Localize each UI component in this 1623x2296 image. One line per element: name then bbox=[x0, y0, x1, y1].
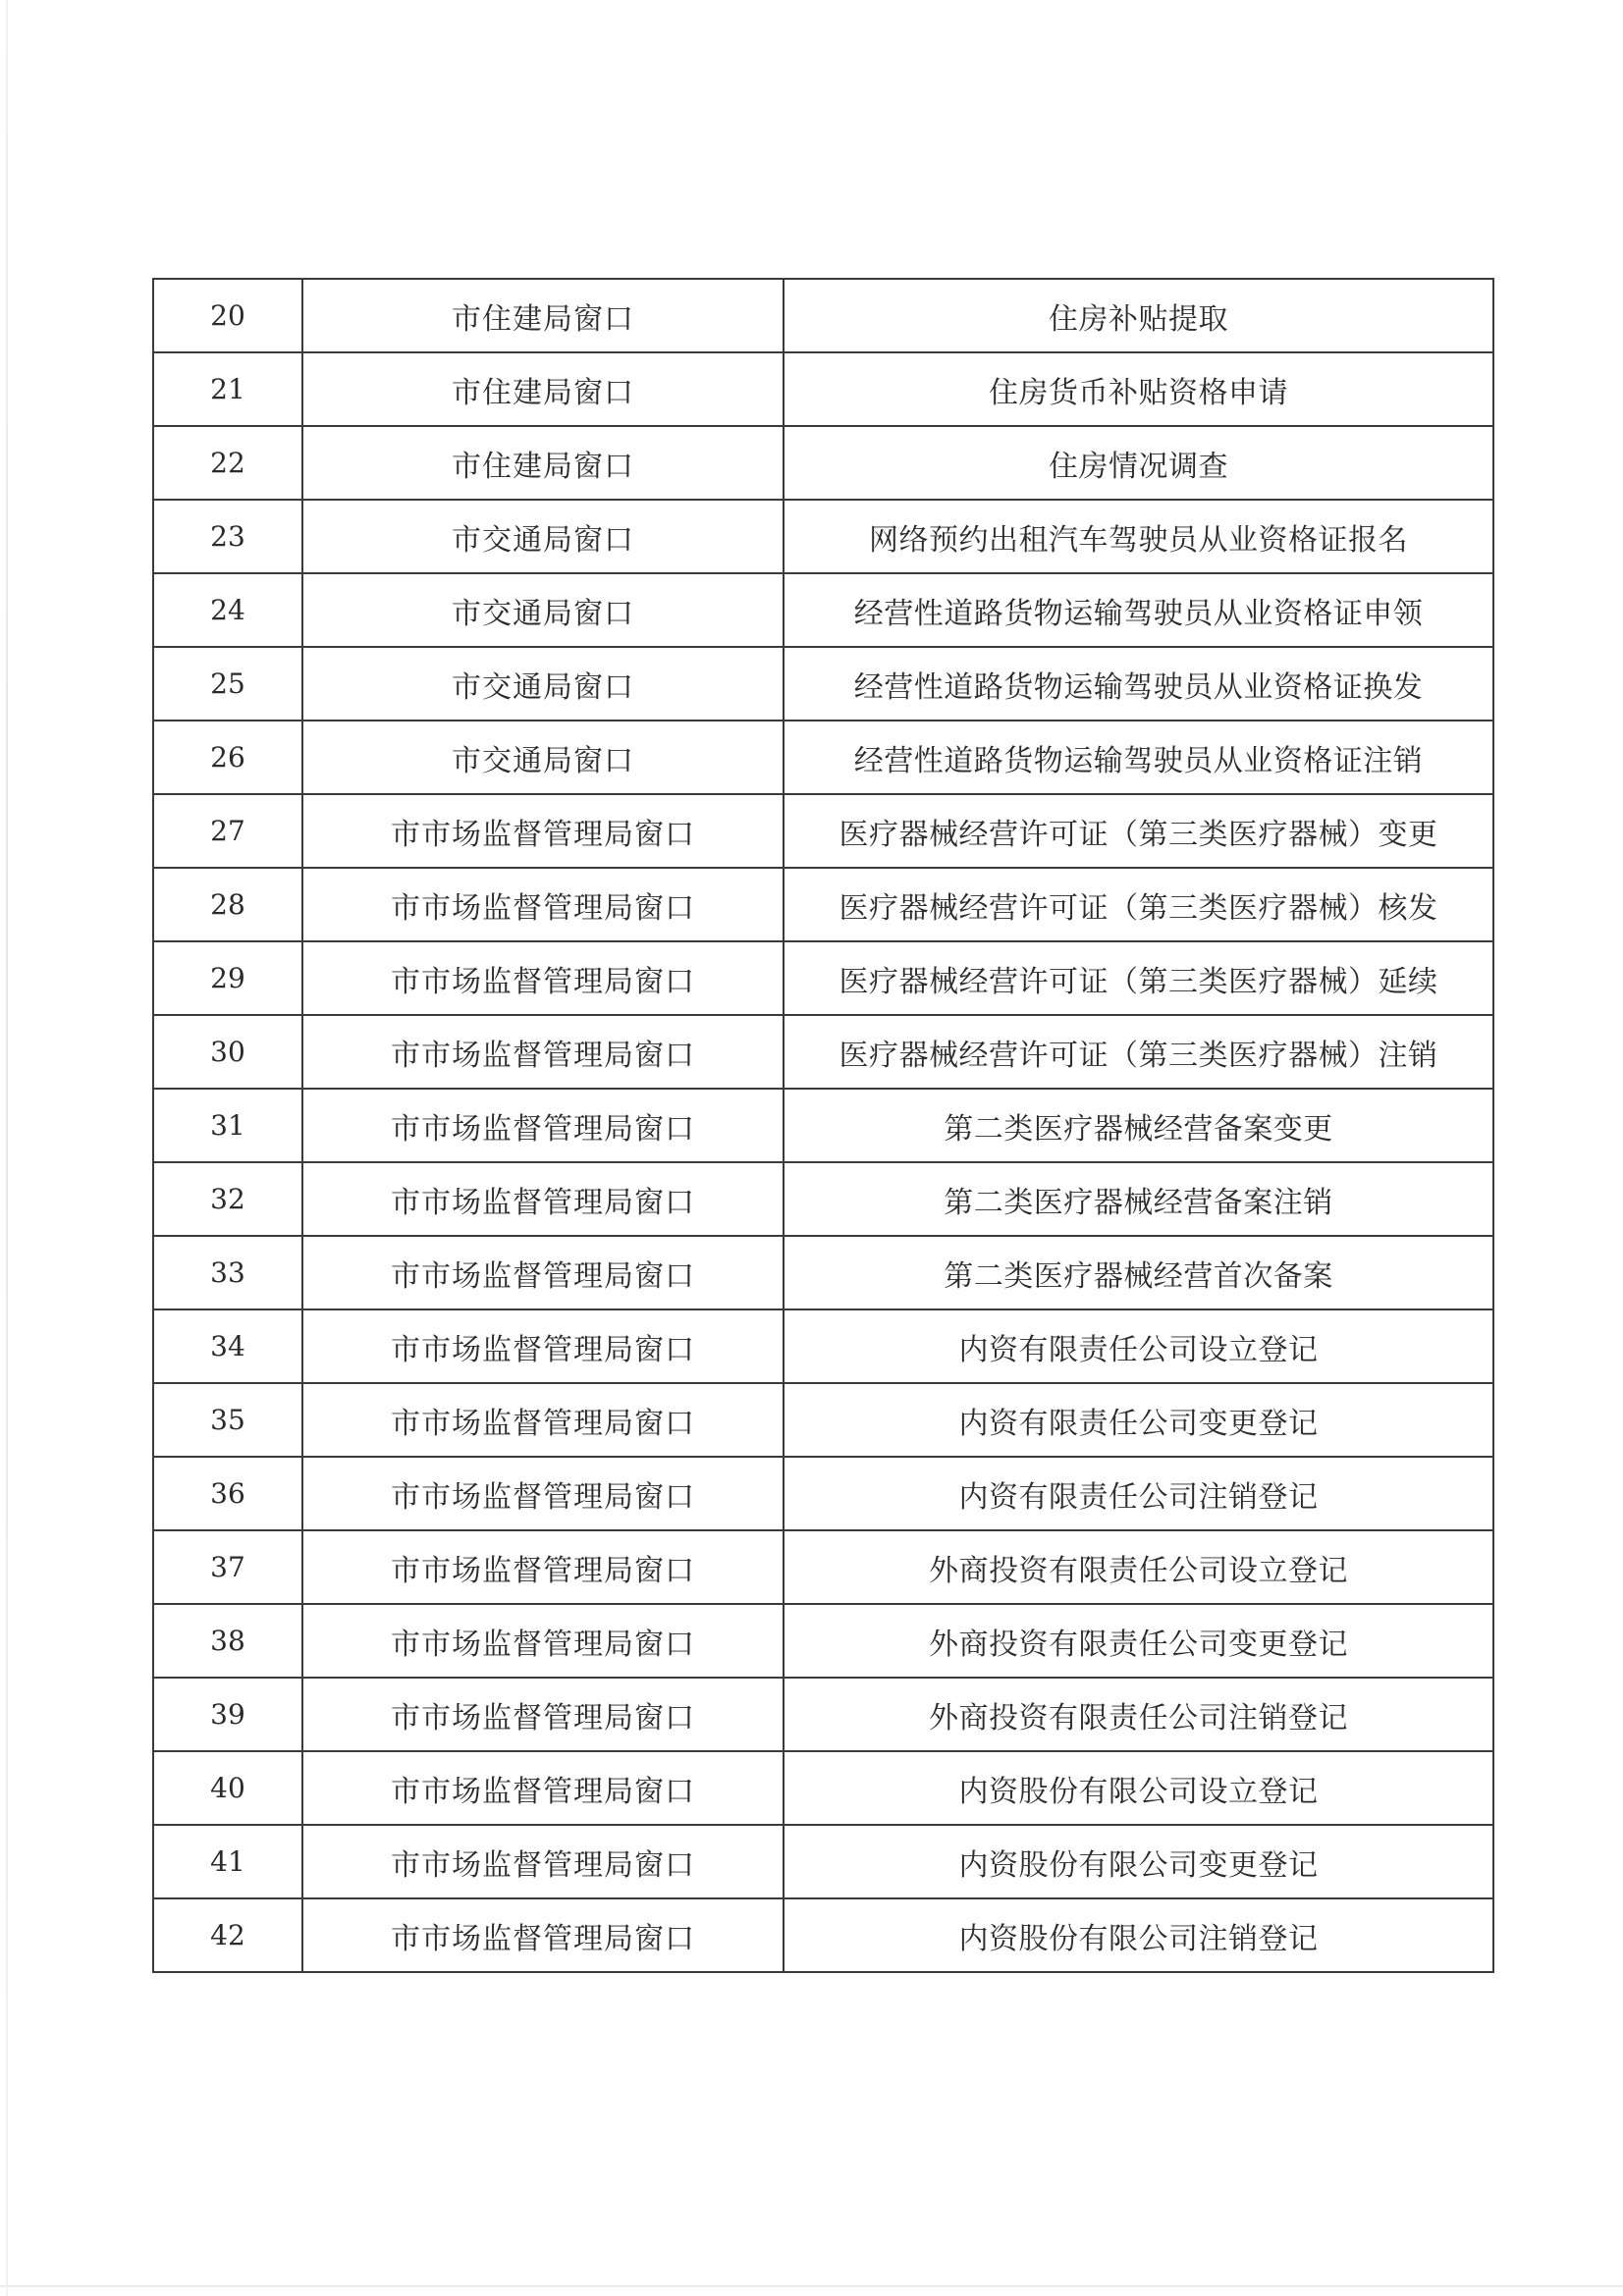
department-window: 市市场监督管理局窗口 bbox=[302, 1162, 784, 1236]
table-row bbox=[153, 1604, 1493, 1678]
service-items-table bbox=[152, 278, 1492, 1973]
table-row bbox=[153, 1678, 1493, 1751]
scan-edge-bottom bbox=[0, 2285, 1623, 2287]
service-item: 内资股份有限公司变更登记 bbox=[784, 1825, 1493, 1898]
row-number: 40 bbox=[153, 1751, 302, 1825]
service-item: 第二类医疗器械经营备案注销 bbox=[784, 1162, 1493, 1236]
table-row bbox=[153, 426, 1493, 500]
department-window: 市市场监督管理局窗口 bbox=[302, 941, 784, 1015]
department-window: 市住建局窗口 bbox=[302, 426, 784, 500]
department-window: 市市场监督管理局窗口 bbox=[302, 1383, 784, 1457]
table bbox=[152, 278, 1494, 1973]
row-number: 37 bbox=[153, 1530, 302, 1604]
row-number: 36 bbox=[153, 1457, 302, 1530]
department-window: 市市场监督管理局窗口 bbox=[302, 1089, 784, 1162]
row-number: 39 bbox=[153, 1678, 302, 1751]
department-window: 市住建局窗口 bbox=[302, 279, 784, 352]
service-item: 内资股份有限公司注销登记 bbox=[784, 1898, 1493, 1972]
table-row bbox=[153, 1236, 1493, 1309]
table-row bbox=[153, 1015, 1493, 1089]
row-number: 23 bbox=[153, 500, 302, 573]
table-row bbox=[153, 1457, 1493, 1530]
row-number: 28 bbox=[153, 868, 302, 941]
row-number: 31 bbox=[153, 1089, 302, 1162]
department-window: 市市场监督管理局窗口 bbox=[302, 794, 784, 868]
service-item: 第二类医疗器械经营备案变更 bbox=[784, 1089, 1493, 1162]
table-row bbox=[153, 1162, 1493, 1236]
table-row bbox=[153, 794, 1493, 868]
service-item: 第二类医疗器械经营首次备案 bbox=[784, 1236, 1493, 1309]
table-row bbox=[153, 1825, 1493, 1898]
department-window: 市市场监督管理局窗口 bbox=[302, 1825, 784, 1898]
service-item: 内资有限责任公司变更登记 bbox=[784, 1383, 1493, 1457]
row-number: 27 bbox=[153, 794, 302, 868]
service-item: 内资股份有限公司设立登记 bbox=[784, 1751, 1493, 1825]
row-number: 22 bbox=[153, 426, 302, 500]
department-window: 市市场监督管理局窗口 bbox=[302, 1530, 784, 1604]
service-item: 医疗器械经营许可证（第三类医疗器械）变更 bbox=[784, 794, 1493, 868]
service-item: 外商投资有限责任公司变更登记 bbox=[784, 1604, 1493, 1678]
table-row bbox=[153, 279, 1493, 352]
row-number: 42 bbox=[153, 1898, 302, 1972]
table-row bbox=[153, 1309, 1493, 1383]
department-window: 市交通局窗口 bbox=[302, 647, 784, 721]
row-number: 32 bbox=[153, 1162, 302, 1236]
row-number: 33 bbox=[153, 1236, 302, 1309]
department-window: 市交通局窗口 bbox=[302, 500, 784, 573]
service-item: 经营性道路货物运输驾驶员从业资格证注销 bbox=[784, 721, 1493, 794]
row-number: 21 bbox=[153, 352, 302, 426]
department-window: 市市场监督管理局窗口 bbox=[302, 1678, 784, 1751]
department-window: 市住建局窗口 bbox=[302, 352, 784, 426]
service-item: 经营性道路货物运输驾驶员从业资格证申领 bbox=[784, 573, 1493, 647]
table-row bbox=[153, 1751, 1493, 1825]
table-row bbox=[153, 721, 1493, 794]
service-item: 医疗器械经营许可证（第三类医疗器械）注销 bbox=[784, 1015, 1493, 1089]
row-number: 30 bbox=[153, 1015, 302, 1089]
department-window: 市市场监督管理局窗口 bbox=[302, 1604, 784, 1678]
row-number: 34 bbox=[153, 1309, 302, 1383]
table-row bbox=[153, 352, 1493, 426]
row-number: 35 bbox=[153, 1383, 302, 1457]
table-row bbox=[153, 1383, 1493, 1457]
service-item: 住房情况调查 bbox=[784, 426, 1493, 500]
row-number: 38 bbox=[153, 1604, 302, 1678]
department-window: 市市场监督管理局窗口 bbox=[302, 1898, 784, 1972]
service-item: 住房补贴提取 bbox=[784, 279, 1493, 352]
department-window: 市市场监督管理局窗口 bbox=[302, 1015, 784, 1089]
row-number: 26 bbox=[153, 721, 302, 794]
service-item: 外商投资有限责任公司注销登记 bbox=[784, 1678, 1493, 1751]
row-number: 20 bbox=[153, 279, 302, 352]
department-window: 市交通局窗口 bbox=[302, 721, 784, 794]
service-item: 外商投资有限责任公司设立登记 bbox=[784, 1530, 1493, 1604]
department-window: 市交通局窗口 bbox=[302, 573, 784, 647]
service-item: 内资有限责任公司设立登记 bbox=[784, 1309, 1493, 1383]
service-item: 网络预约出租汽车驾驶员从业资格证报名 bbox=[784, 500, 1493, 573]
department-window: 市市场监督管理局窗口 bbox=[302, 868, 784, 941]
table-row bbox=[153, 573, 1493, 647]
scan-edge bbox=[6, 0, 8, 2296]
table-row bbox=[153, 1089, 1493, 1162]
service-item: 住房货币补贴资格申请 bbox=[784, 352, 1493, 426]
table-row bbox=[153, 1530, 1493, 1604]
table-row bbox=[153, 941, 1493, 1015]
table-body bbox=[153, 279, 1493, 1972]
department-window: 市市场监督管理局窗口 bbox=[302, 1236, 784, 1309]
service-item: 医疗器械经营许可证（第三类医疗器械）核发 bbox=[784, 868, 1493, 941]
service-item: 经营性道路货物运输驾驶员从业资格证换发 bbox=[784, 647, 1493, 721]
service-item: 医疗器械经营许可证（第三类医疗器械）延续 bbox=[784, 941, 1493, 1015]
table-row bbox=[153, 868, 1493, 941]
department-window: 市市场监督管理局窗口 bbox=[302, 1309, 784, 1383]
department-window: 市市场监督管理局窗口 bbox=[302, 1457, 784, 1530]
service-item: 内资有限责任公司注销登记 bbox=[784, 1457, 1493, 1530]
row-number: 41 bbox=[153, 1825, 302, 1898]
row-number: 24 bbox=[153, 573, 302, 647]
table-row bbox=[153, 647, 1493, 721]
row-number: 25 bbox=[153, 647, 302, 721]
department-window: 市市场监督管理局窗口 bbox=[302, 1751, 784, 1825]
row-number: 29 bbox=[153, 941, 302, 1015]
table-row bbox=[153, 500, 1493, 573]
table-row bbox=[153, 1898, 1493, 1972]
